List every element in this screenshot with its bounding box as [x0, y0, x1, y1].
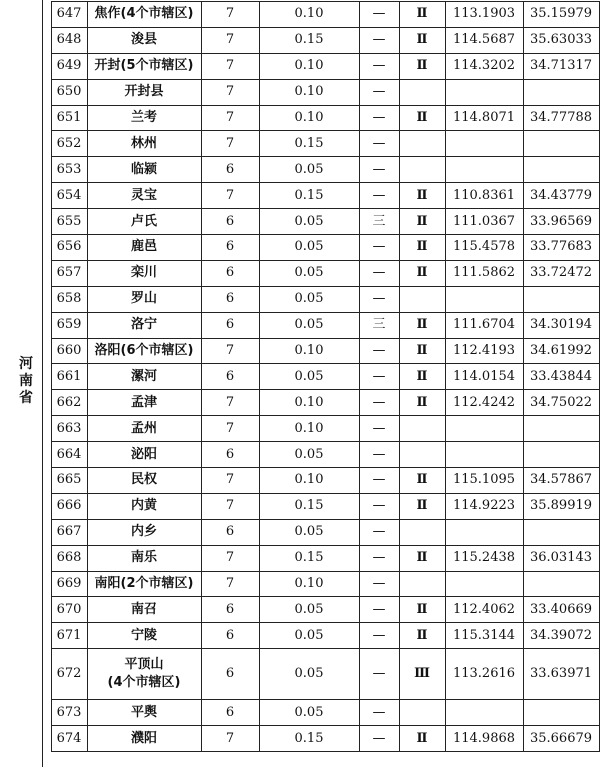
latitude: 36.03143: [523, 545, 599, 571]
location-name: 鹿邑: [87, 235, 201, 261]
table-row: [1, 442, 599, 468]
design-group: —: [359, 493, 399, 519]
row-number: 659: [51, 312, 87, 338]
latitude: 33.63971: [523, 649, 599, 700]
design-group: —: [359, 700, 399, 726]
table-row: [1, 545, 599, 571]
location-name: 开封县: [87, 79, 201, 105]
site-class: Ⅱ: [399, 260, 445, 286]
longitude: [445, 79, 523, 105]
design-group: —: [359, 260, 399, 286]
acceleration: 0.05: [259, 157, 359, 183]
location-name: 内黄: [87, 493, 201, 519]
acceleration: 0.15: [259, 493, 359, 519]
site-class: [399, 286, 445, 312]
table-row: [1, 700, 599, 726]
design-group: —: [359, 235, 399, 261]
province-label: 河南省: [19, 356, 33, 406]
longitude: 114.3202: [445, 53, 523, 79]
site-class: Ⅱ: [399, 209, 445, 235]
table-row: [1, 131, 599, 157]
latitude: [523, 416, 599, 442]
intensity: 7: [201, 493, 259, 519]
design-group: —: [359, 286, 399, 312]
location-name: 林州: [87, 131, 201, 157]
table-row: [1, 390, 599, 416]
longitude: [445, 416, 523, 442]
intensity: 6: [201, 260, 259, 286]
latitude: 34.75022: [523, 390, 599, 416]
location-name: 临颍: [87, 157, 201, 183]
longitude: 115.2438: [445, 545, 523, 571]
acceleration: 0.10: [259, 571, 359, 597]
latitude: 34.77788: [523, 105, 599, 131]
table-row: [1, 519, 599, 545]
site-class: Ⅱ: [399, 726, 445, 752]
design-group: —: [359, 623, 399, 649]
table-row: [1, 649, 599, 700]
site-class: Ⅱ: [399, 468, 445, 494]
site-class: [399, 700, 445, 726]
intensity: 6: [201, 519, 259, 545]
intensity: 7: [201, 53, 259, 79]
acceleration: 0.10: [259, 105, 359, 131]
intensity: 6: [201, 442, 259, 468]
intensity: 7: [201, 183, 259, 209]
table-row: [1, 2, 599, 28]
table-row: [1, 209, 599, 235]
location-name: 灵宝: [87, 183, 201, 209]
table-row: [1, 235, 599, 261]
row-number: 654: [51, 183, 87, 209]
location-name: 宁陵: [87, 623, 201, 649]
latitude: 34.30194: [523, 312, 599, 338]
acceleration: 0.05: [259, 209, 359, 235]
design-group: —: [359, 519, 399, 545]
longitude: 114.5687: [445, 27, 523, 53]
acceleration: 0.15: [259, 131, 359, 157]
row-number: 655: [51, 209, 87, 235]
row-number: 657: [51, 260, 87, 286]
latitude: [523, 157, 599, 183]
intensity: 6: [201, 623, 259, 649]
location-name: 洛阳(6个市辖区): [87, 338, 201, 364]
table-row: [1, 53, 599, 79]
row-number: 665: [51, 468, 87, 494]
table-row: [1, 416, 599, 442]
design-group: —: [359, 27, 399, 53]
intensity: 6: [201, 597, 259, 623]
design-group: —: [359, 545, 399, 571]
design-group: —: [359, 416, 399, 442]
latitude: 35.63033: [523, 27, 599, 53]
acceleration: 0.05: [259, 597, 359, 623]
site-class: [399, 571, 445, 597]
design-group: —: [359, 468, 399, 494]
location-name: 南乐: [87, 545, 201, 571]
longitude: 112.4193: [445, 338, 523, 364]
site-class: Ⅱ: [399, 183, 445, 209]
site-class: Ⅱ: [399, 235, 445, 261]
acceleration: 0.05: [259, 700, 359, 726]
acceleration: 0.15: [259, 27, 359, 53]
site-class: Ⅱ: [399, 27, 445, 53]
latitude: 34.71317: [523, 53, 599, 79]
design-group: —: [359, 571, 399, 597]
longitude: [445, 442, 523, 468]
row-number: 660: [51, 338, 87, 364]
latitude: [523, 442, 599, 468]
table-row: [1, 726, 599, 752]
location-name: 洛宁: [87, 312, 201, 338]
location-name: 南阳(2个市辖区): [87, 571, 201, 597]
latitude: 34.61992: [523, 338, 599, 364]
longitude: [445, 519, 523, 545]
site-class: [399, 157, 445, 183]
intensity: 6: [201, 312, 259, 338]
site-class: Ⅱ: [399, 390, 445, 416]
site-class: Ⅱ: [399, 53, 445, 79]
row-number: 652: [51, 131, 87, 157]
table-row: [1, 597, 599, 623]
intensity: 6: [201, 235, 259, 261]
table-row: [1, 260, 599, 286]
design-group: —: [359, 364, 399, 390]
design-group: —: [359, 726, 399, 752]
longitude: [445, 571, 523, 597]
location-name: 罗山: [87, 286, 201, 312]
location-name: 开封(5个市辖区): [87, 53, 201, 79]
table-row: [1, 493, 599, 519]
acceleration: 0.05: [259, 364, 359, 390]
row-number: 651: [51, 105, 87, 131]
longitude: 111.5862: [445, 260, 523, 286]
intensity: 6: [201, 364, 259, 390]
table-row: [1, 468, 599, 494]
intensity: 6: [201, 649, 259, 700]
seismic-parameter-table: [1, 1, 600, 752]
acceleration: 0.15: [259, 726, 359, 752]
intensity: 7: [201, 2, 259, 28]
site-class: [399, 442, 445, 468]
acceleration: 0.10: [259, 390, 359, 416]
row-number: 673: [51, 700, 87, 726]
acceleration: 0.10: [259, 338, 359, 364]
longitude: 115.3144: [445, 623, 523, 649]
location-name: 栾川: [87, 260, 201, 286]
longitude: 111.0367: [445, 209, 523, 235]
location-name: 兰考: [87, 105, 201, 131]
row-number: 670: [51, 597, 87, 623]
location-name: 南召: [87, 597, 201, 623]
longitude: 111.6704: [445, 312, 523, 338]
latitude: 33.43844: [523, 364, 599, 390]
table-row: [1, 623, 599, 649]
design-group: 三: [359, 312, 399, 338]
location-name: 平舆: [87, 700, 201, 726]
province-column-border: [42, 0, 43, 767]
design-group: —: [359, 53, 399, 79]
acceleration: 0.15: [259, 545, 359, 571]
location-name: 漯河: [87, 364, 201, 390]
location-name: 泌阳: [87, 442, 201, 468]
table-row: [1, 286, 599, 312]
row-number: 649: [51, 53, 87, 79]
acceleration: 0.05: [259, 442, 359, 468]
design-group: —: [359, 2, 399, 28]
latitude: [523, 700, 599, 726]
acceleration: 0.10: [259, 468, 359, 494]
intensity: 7: [201, 338, 259, 364]
design-group: —: [359, 442, 399, 468]
site-class: Ⅱ: [399, 2, 445, 28]
row-number: 648: [51, 27, 87, 53]
acceleration: 0.05: [259, 649, 359, 700]
latitude: [523, 131, 599, 157]
table-row: [1, 27, 599, 53]
longitude: [445, 700, 523, 726]
site-class: Ⅱ: [399, 364, 445, 390]
acceleration: 0.15: [259, 183, 359, 209]
design-group: —: [359, 597, 399, 623]
location-name: 濮阳: [87, 726, 201, 752]
intensity: 7: [201, 416, 259, 442]
row-number: 658: [51, 286, 87, 312]
location-name: 平顶山 (4个市辖区): [87, 649, 201, 700]
row-number: 667: [51, 519, 87, 545]
latitude: 35.66679: [523, 726, 599, 752]
acceleration: 0.10: [259, 2, 359, 28]
site-class: Ⅱ: [399, 545, 445, 571]
intensity: 7: [201, 131, 259, 157]
row-number: 671: [51, 623, 87, 649]
design-group: —: [359, 105, 399, 131]
location-name: 孟津: [87, 390, 201, 416]
latitude: 35.89919: [523, 493, 599, 519]
site-class: Ⅱ: [399, 493, 445, 519]
acceleration: 0.05: [259, 312, 359, 338]
acceleration: 0.05: [259, 519, 359, 545]
latitude: 35.15979: [523, 2, 599, 28]
row-number: 666: [51, 493, 87, 519]
location-name: 卢氏: [87, 209, 201, 235]
row-number: 662: [51, 390, 87, 416]
site-class: [399, 131, 445, 157]
longitude: 114.0154: [445, 364, 523, 390]
acceleration: 0.10: [259, 416, 359, 442]
longitude: 112.4062: [445, 597, 523, 623]
longitude: 115.1095: [445, 468, 523, 494]
location-name: 浚县: [87, 27, 201, 53]
acceleration: 0.05: [259, 286, 359, 312]
acceleration: 0.05: [259, 260, 359, 286]
longitude: 115.4578: [445, 235, 523, 261]
site-class: [399, 519, 445, 545]
table-row: [1, 105, 599, 131]
latitude: 34.43779: [523, 183, 599, 209]
row-number: 669: [51, 571, 87, 597]
intensity: 7: [201, 468, 259, 494]
acceleration: 0.10: [259, 53, 359, 79]
table-row: [1, 338, 599, 364]
design-group: —: [359, 338, 399, 364]
intensity: 6: [201, 209, 259, 235]
latitude: 33.72472: [523, 260, 599, 286]
site-class: Ⅱ: [399, 338, 445, 364]
design-group: —: [359, 79, 399, 105]
intensity: 6: [201, 700, 259, 726]
table-row: [1, 571, 599, 597]
design-group: 三: [359, 209, 399, 235]
longitude: 114.9868: [445, 726, 523, 752]
latitude: [523, 519, 599, 545]
site-class: Ⅱ: [399, 623, 445, 649]
row-number: 653: [51, 157, 87, 183]
table-row: [1, 183, 599, 209]
intensity: 6: [201, 286, 259, 312]
site-class: Ⅲ: [399, 649, 445, 700]
longitude: 110.8361: [445, 183, 523, 209]
design-group: —: [359, 183, 399, 209]
latitude: 34.57867: [523, 468, 599, 494]
latitude: 33.40669: [523, 597, 599, 623]
location-name: 孟州: [87, 416, 201, 442]
longitude: 114.8071: [445, 105, 523, 131]
row-number: 672: [51, 649, 87, 700]
table-row: [1, 79, 599, 105]
latitude: 34.39072: [523, 623, 599, 649]
location-name: 焦作(4个市辖区): [87, 2, 201, 28]
longitude: 114.9223: [445, 493, 523, 519]
longitude: 113.1903: [445, 2, 523, 28]
longitude: 113.2616: [445, 649, 523, 700]
latitude: [523, 286, 599, 312]
longitude: [445, 157, 523, 183]
design-group: —: [359, 157, 399, 183]
longitude: [445, 131, 523, 157]
acceleration: 0.05: [259, 623, 359, 649]
site-class: Ⅱ: [399, 105, 445, 131]
site-class: Ⅱ: [399, 312, 445, 338]
intensity: 7: [201, 545, 259, 571]
intensity: 7: [201, 390, 259, 416]
table-row: [1, 364, 599, 390]
row-number: 674: [51, 726, 87, 752]
latitude: 33.77683: [523, 235, 599, 261]
row-number: 647: [51, 2, 87, 28]
table-row: [1, 157, 599, 183]
longitude: 112.4242: [445, 390, 523, 416]
intensity: 7: [201, 571, 259, 597]
design-group: —: [359, 131, 399, 157]
acceleration: 0.05: [259, 235, 359, 261]
row-number: 664: [51, 442, 87, 468]
location-name: 内乡: [87, 519, 201, 545]
intensity: 7: [201, 105, 259, 131]
site-class: [399, 79, 445, 105]
longitude: [445, 286, 523, 312]
acceleration: 0.10: [259, 79, 359, 105]
latitude: [523, 571, 599, 597]
row-number: 656: [51, 235, 87, 261]
row-number: 650: [51, 79, 87, 105]
row-number: 661: [51, 364, 87, 390]
table-row: [1, 312, 599, 338]
intensity: 7: [201, 27, 259, 53]
intensity: 7: [201, 726, 259, 752]
intensity: 7: [201, 79, 259, 105]
row-number: 668: [51, 545, 87, 571]
site-class: Ⅱ: [399, 597, 445, 623]
row-number: 663: [51, 416, 87, 442]
latitude: 33.96569: [523, 209, 599, 235]
design-group: —: [359, 390, 399, 416]
table-body: [1, 2, 599, 752]
latitude: [523, 79, 599, 105]
location-name: 民权: [87, 468, 201, 494]
design-group: —: [359, 649, 399, 700]
intensity: 6: [201, 157, 259, 183]
site-class: [399, 416, 445, 442]
